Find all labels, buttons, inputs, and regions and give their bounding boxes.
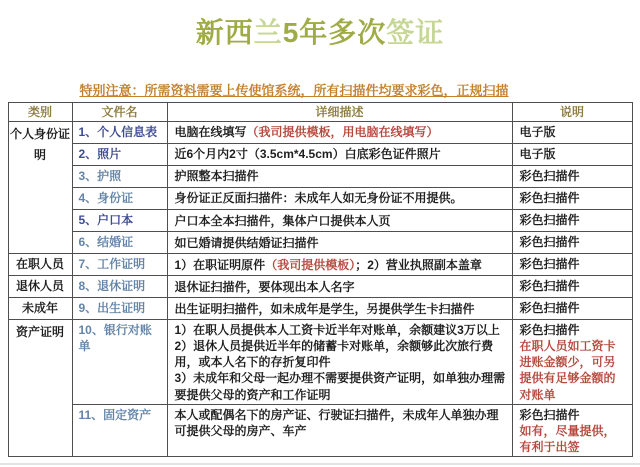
file-name-cell [72,231,167,253]
note-line: 在职人员如工资卡进账金额少，可另提供有足够金额的对账单 [519,338,616,402]
table-row [8,209,632,231]
note-text: 彩色扫描件 [519,300,580,315]
title-segment: 兰 [253,17,283,48]
table-row [8,297,632,319]
category-cell-identity: 个人身份证明 [8,121,72,253]
note-line: 彩色扫描件 [519,407,580,422]
description-cell [167,319,512,404]
desc-segment: 户口本全本扫描件，集体户口提供本人页 [174,213,391,228]
header-description: 详细描述 [167,102,512,121]
description-cell [167,297,512,319]
description-cell [167,209,512,231]
file-name-cell [72,297,167,319]
table-row [8,121,632,143]
table-row [8,319,632,404]
requirements-table [8,102,633,458]
desc-line: 2）退休人员提供近半年的储蓄卡对账单，余额够此次旅行费用，或本人名下的存折复印件 [174,338,494,370]
desc-segment: （我司提供模板） [265,257,356,272]
title-segment: 5年多次 [282,17,387,48]
desc-segment: 退休证扫描件，要体现出本人名字 [174,279,355,294]
header-file-name: 文件名 [72,102,167,121]
category-cell-minor: 未成年 [8,297,72,319]
note-text: 电子版 [519,125,556,140]
note-cell [512,275,632,297]
table-row [8,404,632,457]
file-name: 4、身份证 [78,191,134,206]
table-row [8,275,632,297]
desc-segment: 护照整本扫描件 [174,169,259,184]
description-cell [167,143,512,165]
page-title [0,16,640,50]
category-cell-retired: 退休人员 [8,275,72,297]
file-name: 1、个人信息表 [78,125,158,140]
table-header-row [8,102,632,121]
description-cell [167,165,512,187]
file-name-cell [72,404,167,457]
file-name: 2、照片 [78,147,122,162]
file-name: 8、退休证明 [78,278,146,293]
note-line: 彩色扫描件 [519,322,580,337]
desc-segment: 如已婚请提供结婚证扫描件 [174,235,319,250]
note-cell [512,165,632,187]
note-text: 彩色扫描件 [519,212,580,227]
table-row [8,253,632,275]
note-cell [512,143,632,165]
file-name-cell [72,253,167,275]
file-name: 9、出生证明 [78,300,146,315]
file-name: 6、结婚证 [78,234,134,249]
note-text: 彩色扫描件 [519,256,580,271]
visa-requirements-document [0,16,640,467]
note-cell [512,121,632,143]
desc-segment: ；2）营业执照副本盖章 [355,257,482,272]
note-line: 如有，尽量提供，有利于出签 [519,423,616,455]
file-name: 10、银行对账单 [78,322,152,353]
desc-segment: 身份证正反面扫描件：未成年人如无身份证不用提供。 [174,191,463,206]
desc-segment: 1）在职证明原件 [174,257,266,272]
header-note: 说明 [512,102,632,121]
note-text: 彩色扫描件 [519,169,580,184]
table-row [8,187,632,209]
desc-segment: （我司提供模板，用电脑在线填写） [246,125,439,140]
description-cell [167,187,512,209]
note-cell [512,209,632,231]
description-cell [167,253,512,275]
description-cell [167,121,512,143]
note-text: 电子版 [519,147,556,162]
file-name-cell [72,209,167,231]
header-category: 类别 [8,102,72,121]
file-name: 5、户口本 [78,212,134,227]
special-notice: 特别注意：所需资料需要上传使馆系统，所有扫描件均要求彩色，正规扫描 [79,82,509,98]
page-bottom-edge [0,463,640,465]
table-row [8,165,632,187]
description-cell [167,231,512,253]
category-cell-employed: 在职人员 [8,253,72,275]
note-text: 彩色扫描件 [519,234,580,249]
table-row [8,143,632,165]
file-name-cell [72,121,167,143]
note-text: 彩色扫描件 [519,278,580,293]
file-name-cell [72,143,167,165]
description-cell [167,404,512,457]
category-cell-assets: 资产证明 [8,319,72,457]
file-name-cell [72,319,167,404]
desc-line: 3）未成年和父母一起办理不需要提供资产证明，如单独办理需要提供父母的资产和工作证明 [174,371,506,402]
file-name-cell [72,275,167,297]
note-cell [512,404,632,457]
note-cell [512,297,632,319]
desc-line: 1）在职人员提供本人工资卡近半年对账单，余额建议3万以上 [174,322,500,337]
description-cell [167,275,512,297]
file-name-cell [72,165,167,187]
file-name: 3、护照 [78,169,122,184]
desc-line: 本人或配偶名下的房产证、行驶证扫描件，未成年人单独办理可提供父母的房产、车产 [174,407,499,438]
title-segment: 新西 [195,17,254,48]
note-cell [512,231,632,253]
desc-segment: 近6个月内2寸（3.5cm*4.5cm）白底彩色证件照片 [174,147,441,162]
note-cell [512,253,632,275]
table-row [8,231,632,253]
note-cell [512,319,632,404]
desc-segment: 出生证明扫描件，如未成年是学生，另提供学生卡扫描件 [174,301,475,316]
desc-segment: 电脑在线填写 [174,125,247,140]
note-text: 彩色扫描件 [519,191,580,206]
file-name-cell [72,187,167,209]
file-name: 11、固定资产 [78,407,152,422]
note-cell [512,187,632,209]
file-name: 7、工作证明 [78,256,146,271]
title-segment: 签证 [386,17,445,48]
